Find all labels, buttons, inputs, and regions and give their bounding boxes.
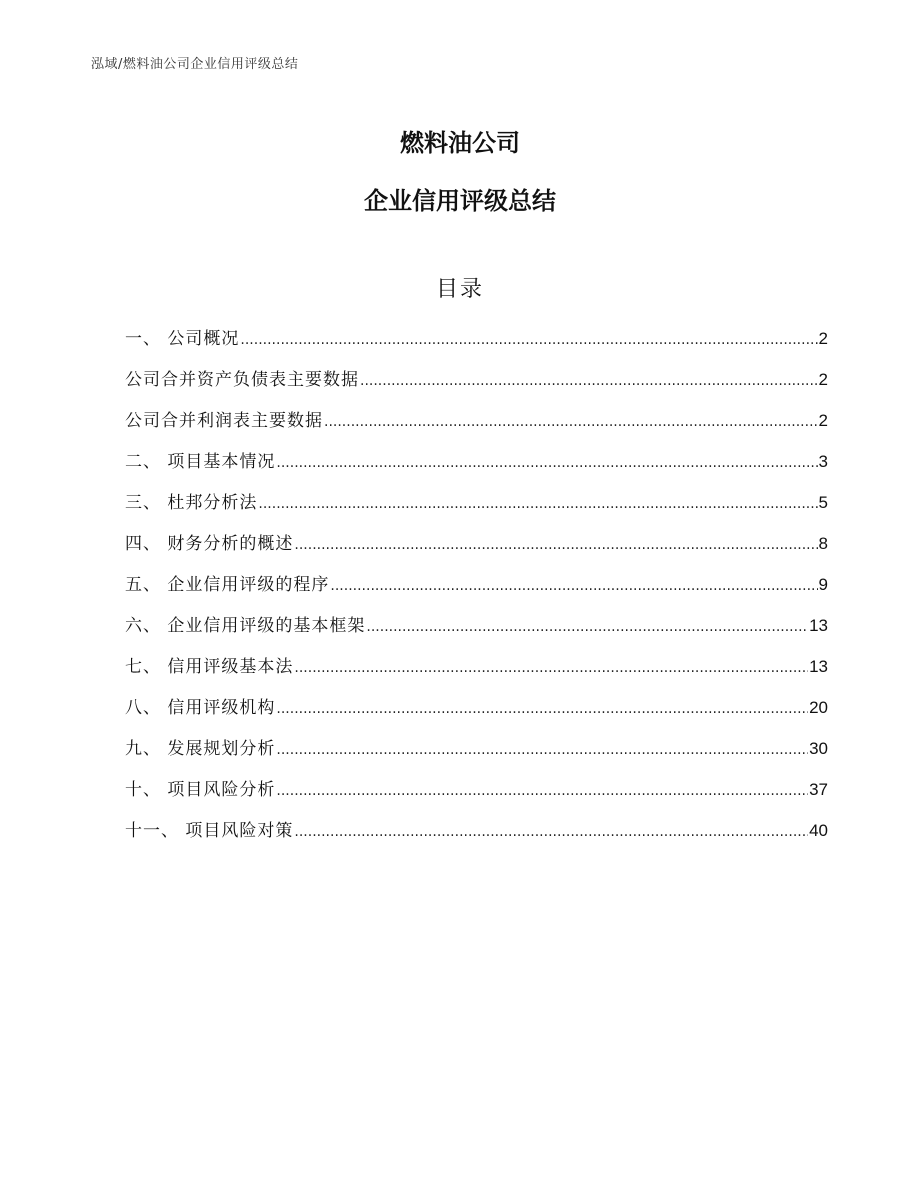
toc-entry-page: 5 bbox=[818, 493, 828, 512]
table-of-contents bbox=[125, 318, 828, 851]
toc-entry-page: 13 bbox=[809, 657, 828, 676]
toc-entry-label: 十一、 项目风险对策 bbox=[125, 821, 294, 841]
toc-entry[interactable] bbox=[125, 400, 828, 441]
toc-entry-page: 13 bbox=[809, 616, 828, 635]
toc-entry-label: 十、 项目风险分析 bbox=[125, 780, 276, 800]
toc-dot-leader bbox=[366, 607, 808, 648]
toc-entry-page: 8 bbox=[818, 534, 828, 553]
toc-entry-page: 3 bbox=[818, 452, 828, 471]
toc-dot-leader bbox=[330, 566, 817, 607]
toc-entry-page: 2 bbox=[818, 411, 828, 430]
toc-entry-label: 一、 公司概况 bbox=[125, 329, 240, 349]
toc-entry-page: 30 bbox=[809, 739, 828, 758]
toc-dot-leader bbox=[276, 689, 808, 730]
toc-entry[interactable] bbox=[125, 482, 828, 523]
toc-entry[interactable] bbox=[125, 646, 828, 687]
toc-entry-page: 40 bbox=[809, 821, 828, 840]
toc-entry[interactable] bbox=[125, 687, 828, 728]
toc-entry[interactable] bbox=[125, 318, 828, 359]
toc-dot-leader bbox=[294, 812, 808, 853]
toc-entry-label: 六、 企业信用评级的基本框架 bbox=[125, 616, 366, 636]
toc-entry-page: 2 bbox=[818, 329, 828, 348]
toc-dot-leader bbox=[276, 730, 808, 771]
toc-dot-leader bbox=[324, 402, 818, 443]
toc-entry[interactable] bbox=[125, 728, 828, 769]
toc-entry-label: 八、 信用评级机构 bbox=[125, 698, 276, 718]
toc-entry-label: 公司合并资产负债表主要数据 bbox=[125, 370, 359, 390]
document-title: 燃料油公司 bbox=[400, 129, 520, 157]
toc-dot-leader bbox=[276, 443, 817, 484]
toc-entry-page: 37 bbox=[809, 780, 828, 799]
toc-entry-label: 公司合并利润表主要数据 bbox=[125, 411, 323, 431]
toc-entry[interactable] bbox=[125, 769, 828, 810]
toc-entry[interactable] bbox=[125, 810, 828, 851]
document-subtitle: 企业信用评级总结 bbox=[364, 187, 556, 215]
toc-entry-label: 三、 杜邦分析法 bbox=[125, 493, 258, 513]
toc-entry-label: 二、 项目基本情况 bbox=[125, 452, 276, 472]
toc-entry[interactable] bbox=[125, 523, 828, 564]
toc-entry[interactable] bbox=[125, 359, 828, 400]
toc-entry-label: 五、 企业信用评级的程序 bbox=[125, 575, 330, 595]
toc-entry-page: 9 bbox=[818, 575, 828, 594]
toc-dot-leader bbox=[258, 484, 817, 525]
toc-dot-leader bbox=[276, 771, 808, 812]
toc-dot-leader bbox=[294, 648, 808, 689]
toc-dot-leader bbox=[240, 320, 817, 361]
toc-dot-leader bbox=[294, 525, 817, 566]
toc-entry-page: 2 bbox=[818, 370, 828, 389]
toc-entry[interactable] bbox=[125, 441, 828, 482]
toc-entry-page: 20 bbox=[809, 698, 828, 717]
running-header: 泓域/燃料油公司企业信用评级总结 bbox=[91, 57, 299, 72]
toc-heading: 目录 bbox=[435, 277, 484, 302]
toc-entry-label: 四、 财务分析的概述 bbox=[125, 534, 294, 554]
toc-entry-label: 七、 信用评级基本法 bbox=[125, 657, 294, 677]
toc-entry[interactable] bbox=[125, 605, 828, 646]
toc-entry[interactable] bbox=[125, 564, 828, 605]
toc-dot-leader bbox=[360, 361, 818, 402]
toc-entry-label: 九、 发展规划分析 bbox=[125, 739, 276, 759]
